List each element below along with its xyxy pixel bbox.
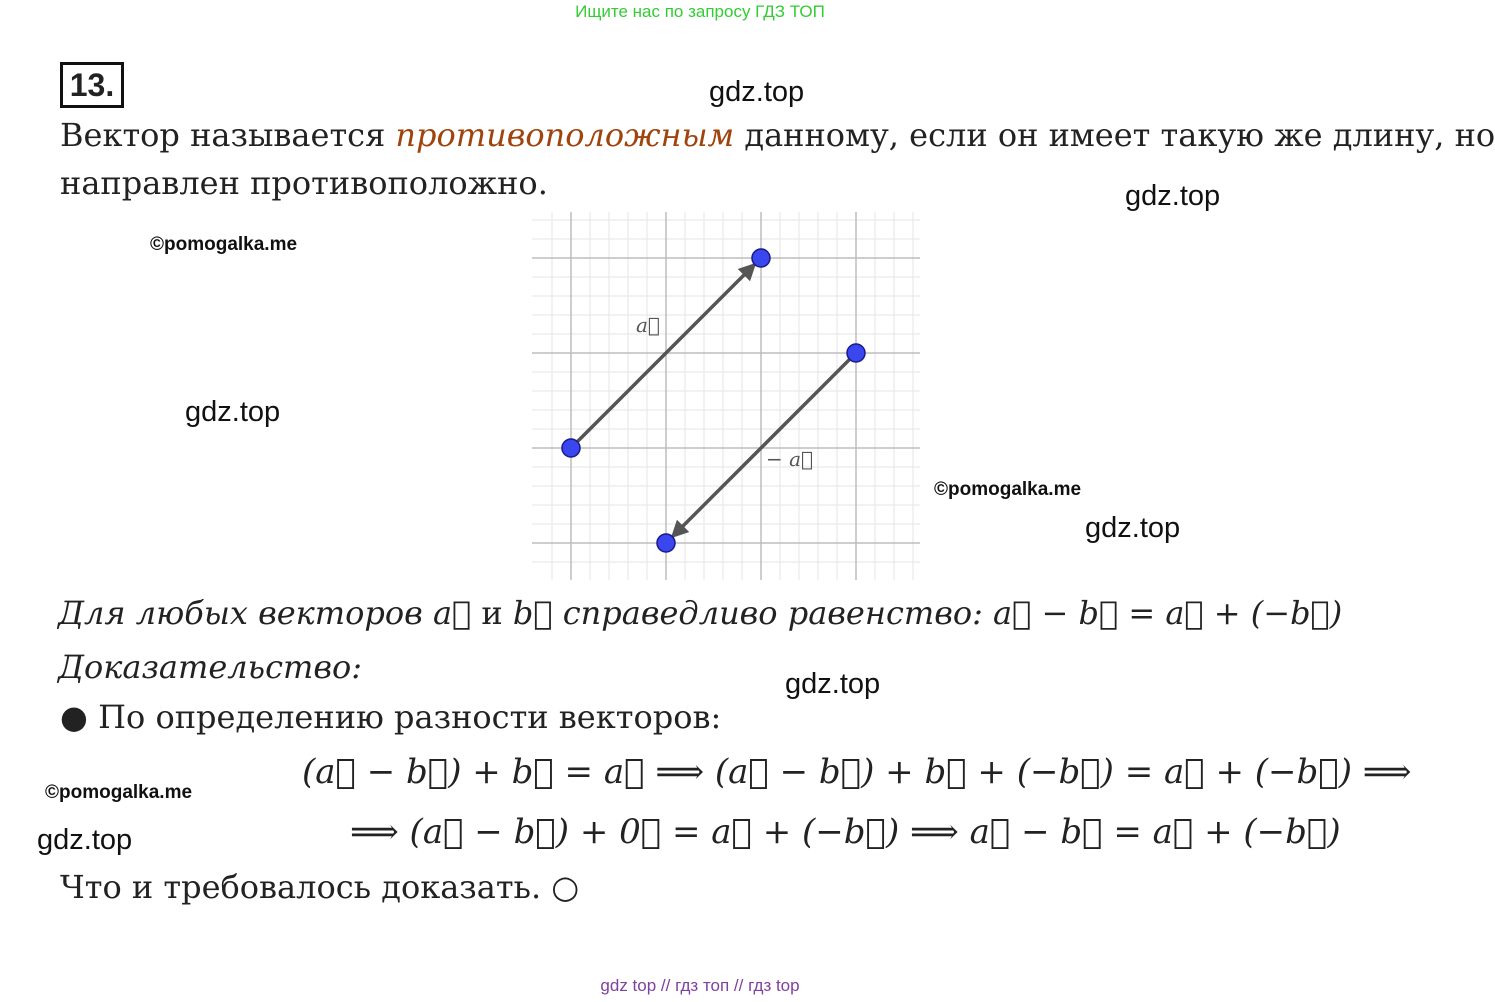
- theorem-text: справедливо равенство:: [552, 594, 994, 632]
- watermark: gdz.top: [37, 824, 133, 856]
- vector-figure: [530, 210, 922, 582]
- vector-minus-a-label: − a⃗: [766, 447, 814, 471]
- copyright-mark: ©pomogalka.me: [150, 234, 298, 255]
- theorem-conj: и: [471, 594, 513, 632]
- formula-line-1: (a⃗ − b⃗) + b⃗ = a⃗ ⟹ (a⃗ − b⃗) + b⃗ + (−b⃗) = a⃗ + (−b⃗) ⟹: [302, 752, 1412, 792]
- definition-text: Вектор называется: [60, 116, 396, 154]
- vector-minus-a-line: [672, 353, 856, 537]
- copyright-mark: ©pomogalka.me: [45, 782, 193, 803]
- theorem-formula: a⃗ − b⃗ = a⃗ + (−b⃗): [993, 594, 1343, 632]
- point: [752, 249, 770, 267]
- watermark: gdz.top: [1125, 180, 1221, 212]
- point: [657, 534, 675, 552]
- definition-text: данному, если он имеет такую же длину, но: [734, 116, 1495, 154]
- point: [847, 344, 865, 362]
- top-banner: Ищите нас по запросу ГДЗ ТОП: [575, 2, 825, 21]
- conclusion: Что и требовалось доказать. ○: [60, 868, 580, 906]
- footer: gdz top // гдз топ // гдз top: [600, 976, 800, 995]
- watermark: gdz.top: [709, 76, 805, 108]
- definition-line-1: [60, 116, 1495, 154]
- vector-b: b⃗: [512, 594, 553, 632]
- point: [562, 439, 580, 457]
- vector-a-line: [571, 264, 755, 448]
- watermark: gdz.top: [185, 396, 281, 428]
- proof-bullet: ● По определению разности векторов:: [60, 698, 722, 736]
- theorem-line: [58, 594, 1342, 632]
- minor-grid: [532, 212, 920, 580]
- watermark: gdz.top: [1085, 512, 1181, 544]
- copyright-mark: ©pomogalka.me: [934, 479, 1082, 500]
- task-number: 13.: [60, 62, 124, 108]
- watermark: gdz.top: [785, 668, 881, 700]
- theorem-text: Для любых векторов: [58, 594, 433, 632]
- proof-title: Доказательство:: [58, 648, 363, 686]
- vector-a: a⃗: [432, 594, 472, 632]
- formula-line-2: ⟹ (a⃗ − b⃗) + 0⃗ = a⃗ + (−b⃗) ⟹ a⃗ − b⃗ = a⃗ + (−b⃗): [350, 812, 1341, 852]
- definition-term: противоположным: [395, 116, 735, 154]
- definition-line-2: направлен противоположно.: [60, 164, 548, 202]
- vector-a-label: a⃗: [636, 313, 660, 337]
